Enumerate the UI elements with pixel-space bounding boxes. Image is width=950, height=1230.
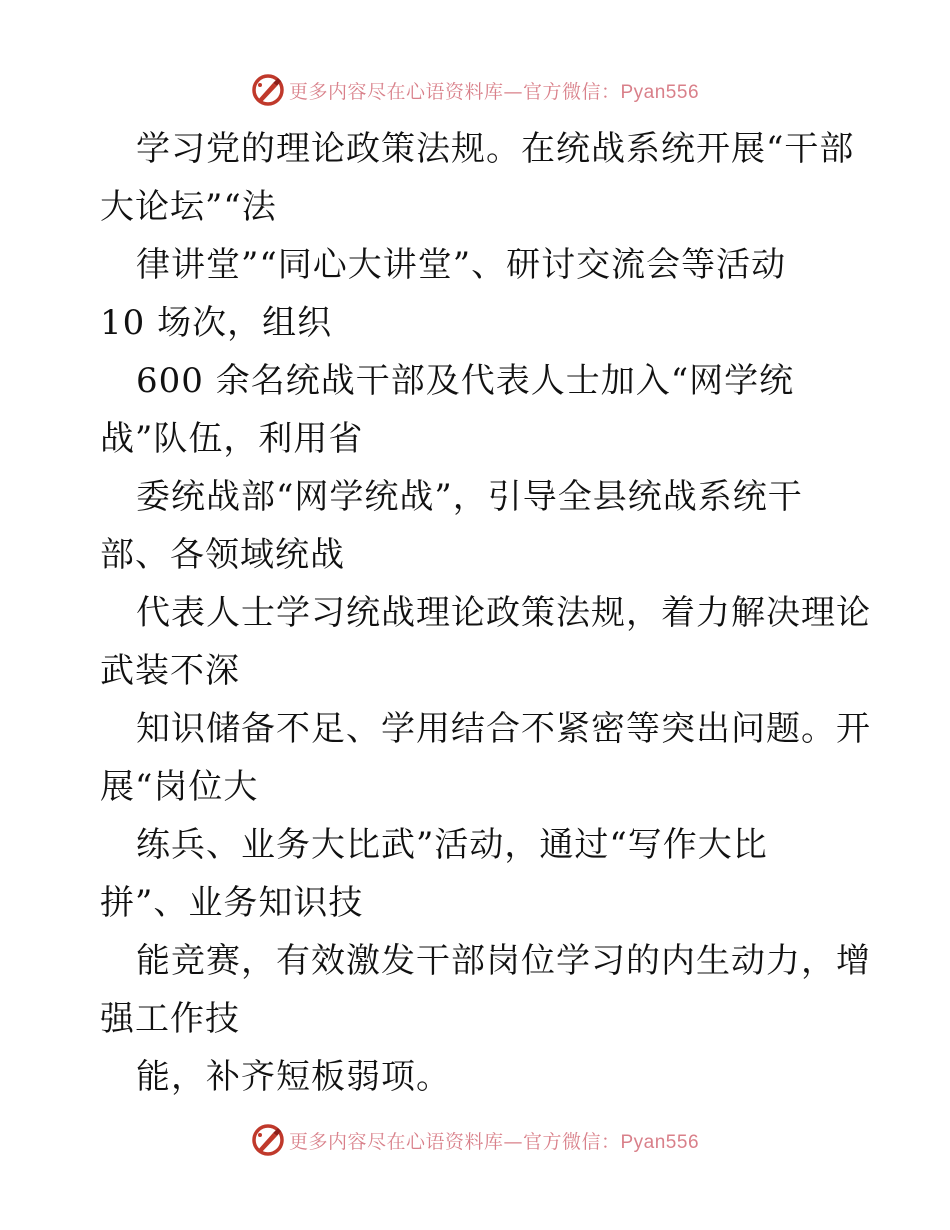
paragraph-line: 武装不深	[100, 651, 240, 691]
paragraph-line: 能竞赛，有效激发干部岗位学习的内生动力，增	[136, 941, 871, 981]
pen-logo-icon	[251, 73, 285, 107]
paragraph-line: 委统战部“网学统战”，引导全县统战系统干	[136, 477, 803, 517]
header-wechat-id: Pyan556	[620, 81, 700, 103]
paragraph-line: 强工作技	[100, 999, 240, 1039]
paragraph-line: 律讲堂”“同心大讲堂”、研讨交流会等活动	[136, 245, 787, 285]
header-banner	[0, 70, 950, 110]
paragraph-line: 代表人士学习统战理论政策法规，着力解决理论	[136, 593, 871, 633]
paragraph-line: 学习党的理论政策法规。在统战系统开展“干部	[136, 129, 855, 169]
footer-banner-text: 更多内容尽在心语资料库—官方微信：Pyan556	[288, 1130, 700, 1153]
paragraph-line: 拼”、业务知识技	[100, 883, 364, 923]
footer-banner	[0, 1120, 950, 1160]
paragraph-line: 600 余名统战干部及代表人士加入“网学统	[136, 361, 795, 401]
paragraph-line: 10 场次，组织	[100, 303, 333, 343]
paragraph-line: 战”队伍，利用省	[100, 419, 364, 459]
header-banner-text: 更多内容尽在心语资料库—官方微信：Pyan556	[288, 80, 700, 103]
paragraph-line: 能，补齐短板弱项。	[136, 1057, 451, 1097]
paragraph-line: 练兵、业务大比武”活动，通过“写作大比	[136, 825, 768, 865]
pen-logo-icon	[251, 1123, 285, 1157]
paragraph-line: 部、各领域统战	[100, 535, 345, 575]
document-body	[100, 120, 871, 1106]
paragraph-line: 大论坛”“法	[100, 187, 277, 227]
paragraph-line: 展“岗位大	[100, 767, 259, 807]
footer-wechat-id: Pyan556	[620, 1131, 700, 1153]
paragraph-line: 知识储备不足、学用结合不紧密等突出问题。开	[136, 709, 871, 749]
